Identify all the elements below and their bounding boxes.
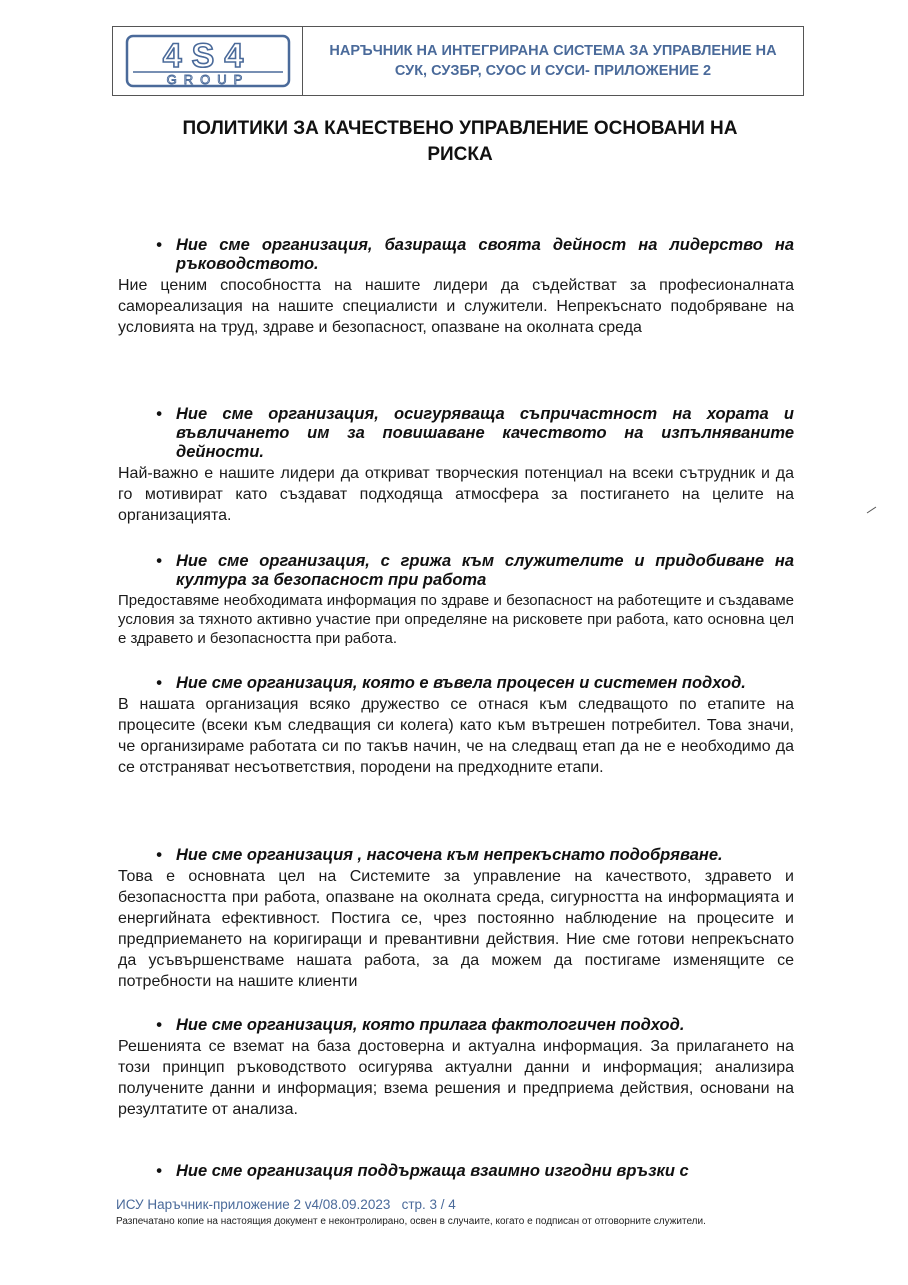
header-title: [303, 27, 803, 95]
bullet-icon: •: [156, 552, 162, 570]
policy-section: [118, 236, 794, 338]
policy-heading: [118, 674, 794, 693]
policy-heading-text: Ние сме организация, базираща своята дейност на лидерство на ръководството.: [176, 236, 794, 273]
page-title: [120, 116, 800, 168]
policy-section: [118, 846, 794, 992]
policy-section: [118, 674, 794, 778]
policy-section: [118, 552, 794, 648]
policy-heading-text: Ние сме организация, осигуряваща съпричастност на хората и въвличането им за повишаване качеството на изпълняваните дейности.: [176, 405, 794, 461]
header-title-line2: СУК, СУЗБР, СУОС И СУСИ- ПРИЛОЖЕНИЕ 2: [394, 63, 712, 79]
policy-body: Решенията се вземат на база достоверна и актуална информация. За прилагането на този принцип ръководството осигурява актуални данни и информация; анализира получените данни и информация; взема решения и предприема действия, основани на резултатите от анализа.: [118, 1038, 794, 1118]
policy-heading: [118, 846, 794, 865]
policy-body: Ние ценим способността на нашите лидери да съдействат за професионалната самореализация на нашите специалисти и служители. Непрекъснато подобряване на условията на труд, здраве и безопасност, опазване на околната среда: [118, 277, 794, 336]
policy-heading-text: Ние сме организация, която е въвела процесен и системен подход.: [176, 674, 746, 692]
policy-heading-text: Ние сме организация , насочена към непрекъснато подобряване.: [176, 846, 723, 864]
logo-text: 4S4: [162, 37, 253, 75]
document-header: [112, 26, 804, 96]
bullet-icon: •: [156, 236, 162, 254]
footer-disclaimer: Разпечатано копие на настоящия документ е неконтролирано, освен в случаите, когато е подписан от отговорните служители.: [116, 1216, 706, 1227]
pen-mark-icon: [866, 505, 878, 515]
policy-heading-text: Ние сме организация, която прилага фактологичен подход.: [176, 1016, 685, 1034]
policy-heading: [118, 1016, 794, 1035]
footer-page-number: стр. 3 / 4: [401, 1197, 456, 1212]
policy-heading-text: Ние сме организация, с грижа към служителите и придобиване на култура за безопасност при работа: [176, 552, 794, 589]
policy-body: Най-важно е нашите лидери да откриват творческия потенциал на всеки сътрудник и да го мотивират като създават подходяща атмосфера за постигането на целите на организацията.: [118, 465, 794, 524]
policy-heading: [118, 405, 794, 462]
policy-body: Това е основната цел на Системите за управление на качеството, здравето и безопасността при работа, опазване на околната среда, сигурността на информацията и енергийната ефективност. Постига се, чрез постоянно наблюдение на процесите и предприемането на коригиращи и превантивни действия. Ние сме готови непрекъснато да усъвършенстваме нашата работа, за да можем да постигаме изменящите се потребности на нашите клиенти: [118, 868, 794, 990]
page-title-line1: ПОЛИТИКИ ЗА КАЧЕСТВЕНО УПРАВЛЕНИЕ ОСНОВАНИ НА: [182, 118, 738, 139]
policy-body: В нашата организация всяко дружество се отнася към следващото по етапите на процесите (всеки към следващия си колега) като към вътрешен потребител. Това значи, че организираме работата си по такъв начин, че на следващ етап да не е необходимо да се отстраняват несъответствия, породени на предходните етапи.: [118, 696, 794, 776]
bullet-icon: •: [156, 405, 162, 423]
policy-section: [118, 1162, 794, 1181]
4s4-group-logo-icon: [123, 32, 293, 90]
policy-section: [118, 1016, 794, 1120]
header-title-line1: НАРЪЧНИК НА ИНТЕГРИРАНА СИСТЕМА ЗА УПРАВЛЕНИЕ НА: [329, 43, 777, 59]
bullet-icon: •: [156, 846, 162, 864]
bullet-icon: •: [156, 1162, 162, 1180]
footer-doc-ref: ИСУ Наръчник-приложение 2 v4/08.09.2023: [116, 1197, 391, 1212]
policy-heading: [118, 552, 794, 590]
policy-heading: [118, 1162, 794, 1181]
bullet-icon: •: [156, 1016, 162, 1034]
policy-section: [118, 405, 794, 526]
bullet-icon: •: [156, 674, 162, 692]
logo-subtext: GROUP: [166, 72, 249, 87]
footer-reference: [116, 1197, 456, 1212]
page-title-line2: РИСКА: [427, 144, 493, 165]
policy-heading-text: Ние сме организация поддържаща взаимно изгодни връзки с: [176, 1162, 689, 1180]
policy-body: Предоставяме необходимата информация по здраве и безопасност на работещите и създаваме условия за тяхното активно участие при определяне на рисковете при работа, като основна цел е здравето и безопасността при работа.: [118, 592, 794, 647]
logo: [113, 27, 303, 95]
policy-heading: [118, 236, 794, 274]
